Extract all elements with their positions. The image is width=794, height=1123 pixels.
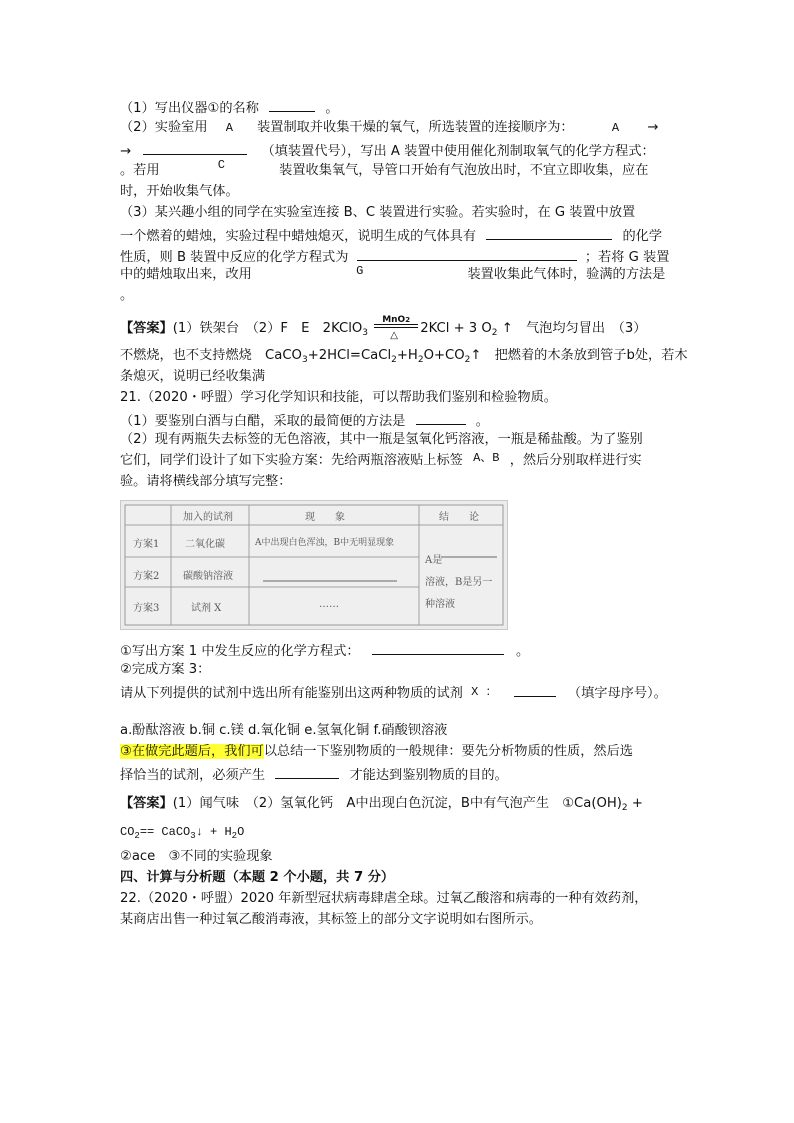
catalyst-label: MnO2: [382, 315, 411, 325]
q22-line-1: 22.（2020・呼盟）2020 年新型冠状病毒肆虐全球。过氧乙酸溶和病毒的一种有效药剂，: [120, 891, 648, 906]
q21-text: 它们，同学们设计了如下实验方案：先给两瓶溶液贴上标签: [120, 453, 463, 468]
answer-text: +H: [396, 348, 418, 363]
q21-w4-line-2: [120, 764, 508, 785]
q2-text: （填装置代号），写出 A 装置中使用催化剂制取氧气的化学方程式：: [261, 144, 655, 159]
q3-line-5: 。: [120, 288, 134, 303]
q2-text: 。若用: [120, 163, 160, 178]
q21-w1: [120, 640, 529, 661]
experiment-table-image: [120, 500, 508, 630]
answer-text: ↑ 把燃着的木条放到管子b处，若木: [470, 348, 688, 363]
answer-text: (1）闻气味 （2）氢氧化钙 A中出现白色沉淀，B中有气泡产生 ①Ca(OH): [172, 796, 622, 811]
q2-line-4: 时，开始收集气体。: [120, 184, 239, 199]
q21-w4-line-1: [120, 743, 633, 761]
answer-blank: [416, 410, 466, 425]
answer-text: (1）铁架台 （2）F E 2KClO: [172, 321, 363, 336]
q21-text: ①写出方案 1 中发生反应的化学方程式：: [120, 644, 360, 659]
q2-line-3: [120, 158, 649, 180]
answer-text: +2HCl=CaCl: [307, 348, 392, 363]
table-cell: A中出现白色浑浊，B中无明显现象: [255, 538, 395, 548]
device-letter: A: [611, 121, 620, 135]
q1-line: [120, 97, 339, 118]
answer-1-line-1: [120, 315, 647, 342]
answer-text: +: [627, 796, 643, 811]
answer-text: O: [237, 825, 245, 839]
subscript: 2: [491, 328, 498, 338]
heat-symbol: △: [390, 330, 398, 341]
q21-text: （填字母序号）。: [567, 686, 667, 701]
table-cell: 试剂 X: [191, 603, 222, 614]
q3-text: 一个燃着的蜡烛，实验过程中蜡烛熄灭，说明生成的气体具有: [120, 229, 477, 244]
device-letter: A: [225, 121, 233, 135]
table-cell: ……: [319, 599, 339, 610]
q2-line-1: [120, 119, 658, 137]
answer-tag: 【答案】: [120, 796, 173, 811]
answer-blank: [269, 97, 315, 112]
answer-text: ↓ + H: [195, 825, 232, 839]
table-header: 现 象: [305, 512, 345, 523]
answer-2-line-3: ②ace ③不同的实验现象: [120, 849, 273, 864]
q22-line-2: 某商店出售一种过氧乙酸消毒液，其标签上的部分文字说明如右图所示。: [120, 912, 542, 927]
table-header: 加入的试剂: [183, 512, 233, 523]
q21-text: 以总结一下鉴别物质的一般规律：要先分析物质的性质，然后选: [263, 744, 633, 759]
table-cell: 方案1: [133, 539, 160, 550]
q3-text: 中的蜡烛取出来，改用: [120, 267, 252, 282]
q3-text: 装置收集此气体时，验满的方法是: [467, 267, 666, 282]
q21-text: 请从下列提供的试剂中选出所有能鉴别出这两种物质的试剂: [120, 686, 463, 701]
q21-s2-line-1: （2）现有两瓶失去标签的无色溶液，其中一瓶是氢氧化钙溶液，一瓶是稀盐酸。为了鉴别: [120, 432, 643, 447]
section-title: 四、计算与分析题（本题 2 个小题，共 7 分）: [120, 870, 395, 885]
label-letters: A、B: [473, 451, 500, 465]
answer-blank: [372, 640, 504, 655]
q21-text: ，然后分别取样进行实: [509, 453, 642, 468]
q3-line-3: [120, 246, 669, 267]
q21-options: a.酚酞溶液 b.铜 c.镁 d.氧化铜 e.氢氧化铜 f.硝酸钡溶液: [120, 723, 448, 738]
q21-text: 。: [516, 644, 530, 659]
q1-end: 。: [325, 101, 339, 116]
answer-text: CO: [120, 825, 135, 839]
table-cell: 溶液，B是另一: [425, 577, 493, 588]
answer-text: O+CO: [423, 348, 465, 363]
q2-line-2: [120, 140, 655, 161]
reagent-x: X ：: [471, 685, 498, 699]
q3-line-4: [120, 266, 665, 284]
answer-blank: [143, 140, 247, 155]
subscript: 3: [362, 328, 368, 338]
q3-line-2: [120, 225, 662, 246]
q21-s2-line-2: [120, 452, 642, 470]
highlighted-text: ③在做完此题后，我们可: [120, 744, 264, 759]
gas-arrow: ↑: [501, 321, 513, 336]
arrow-icon: →: [647, 120, 659, 135]
q3-text: 的化学: [622, 229, 663, 244]
device-letter: C: [217, 158, 225, 172]
q21-w2: ②完成方案 3：: [120, 662, 211, 677]
q1-text: （1）写出仪器①的名称: [120, 101, 259, 116]
table-cell: 二氧化碳: [185, 539, 225, 550]
table-cell: 碳酸钠溶液: [183, 571, 233, 582]
reaction-condition: [374, 315, 418, 341]
q2-text: （2）实验室用: [120, 120, 208, 135]
table-cell: 种溶液: [425, 599, 455, 610]
table-header: 结 论: [439, 512, 479, 523]
q21-text: 择恰当的试剂，必须产生: [120, 768, 266, 783]
answer-2-line-2: $CO_2==$ CaCO$_3$↓ + $H_2O$: [120, 825, 245, 841]
q3-text: ；若将 G 装置: [584, 250, 670, 265]
answer-text: 不燃烧，也不支持燃烧 CaCO: [120, 348, 302, 363]
q21-s2-line-3: 验。请将横线部分填写完整：: [120, 474, 292, 489]
answer-blank: [486, 225, 612, 240]
q2-text: 装置收集氧气，导管口开始有气泡放出时，不宜立即收集，应在: [279, 163, 649, 178]
answer-1-line-2: 不燃烧，也不支持燃烧 $CaCO_3+2HCl=CaCl_2+H_2O+CO_2↑$ 把燃着的木条放到管子b处，若木: [120, 348, 688, 365]
q21-text: 才能达到鉴别物质的目的。: [349, 768, 508, 783]
answer-blank: [357, 246, 577, 261]
answer-2-line-1: [120, 795, 643, 817]
q21-text: （1）要鉴别白酒与白醋，采取的最简便的方法是: [120, 414, 406, 429]
answer-blank: [275, 764, 339, 779]
q2-text: 装置制取并收集干燥的氧气，所选装置的连接顺序为：: [257, 120, 574, 135]
answer-text: 2KCl + 3 O: [420, 321, 492, 336]
answer-text: 气泡均匀冒出 （3）: [512, 321, 647, 336]
answer-blank: [514, 682, 556, 697]
subscript: 2: [621, 803, 628, 813]
arrow-icon: →: [120, 144, 132, 159]
q21-text: 。: [475, 414, 489, 429]
table-cell: A是: [425, 555, 443, 566]
answer-tag: 【答案】: [120, 321, 173, 336]
q3-line-1: （3）某兴趣小组的同学在实验室连接 B、C 装置进行实验。若实验时，在 G 装置中放置: [120, 205, 636, 220]
device-letter: G: [356, 264, 364, 278]
equation-bar: [374, 324, 418, 325]
answer-1-line-3: 条熄灭，说明已经收集满: [120, 369, 266, 384]
q21-heading: 21.（2020・呼盟）学习化学知识和技能，可以帮助我们鉴别和检验物质。: [120, 390, 557, 405]
answer-text: == CaCO: [139, 825, 191, 839]
table-cell: 方案2: [133, 571, 160, 582]
q3-text: 性质，则 B 装置中反应的化学方程式为: [120, 250, 349, 265]
table-cell: 方案3: [133, 603, 160, 614]
q21-s1: [120, 410, 489, 431]
q21-w3: [120, 682, 667, 703]
